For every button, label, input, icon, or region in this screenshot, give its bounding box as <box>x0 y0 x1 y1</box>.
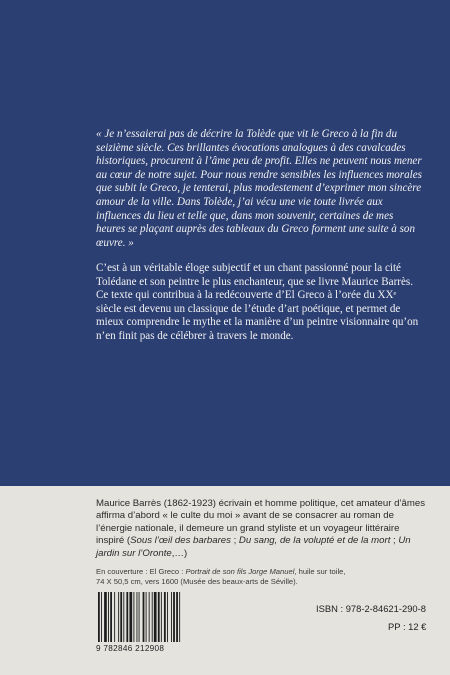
isbn-label: ISBN : 978-2-84621-290-8 <box>316 603 426 614</box>
author-bio <box>96 498 426 560</box>
bio-separator-1: ; <box>230 535 239 547</box>
barcode-icon <box>96 592 208 642</box>
bio-separator-2: ; <box>390 535 399 547</box>
info-area <box>0 486 450 675</box>
summary-paragraph: C’est à un véritable éloge subjectif et un chant passionné pour la cité Tolédane et son peintre le plus enchanteur, que se livre Maurice Barrès. Ce texte qui contribua à la redécouverte d’El Greco à l’orée du XXᵉ siècle est devenu un classique de l’étude d’art poétique, et permet de mieux comprendre le mythe et la manière d’un peintre visionnaire qu’on n’en finit pas de célébrer à travers le monde. <box>96 262 419 342</box>
price-label: PP : 12 € <box>388 621 427 632</box>
bio-title-1: Sous l’œil des barbares <box>130 535 231 547</box>
bio-title-2: Du sang, de la volupté et de la mort <box>238 535 391 547</box>
quote-paragraph: « Je n’essaierai pas de décrire la Tolède que vit le Greco à la fin du seizième siècle. Ces brillantes évocations analogues à des cavalcades historiques, procurent à l’âme peu de profit. Elles ne peuvent nous mener au cœur de notre sujet. Pour nous rendre sensibles les influences morales que subit le Greco, je tenterai, plus modestement d’exprimer mon sincère amour de la ville. Dans Tolède, j’ai vécu une vie toute livrée aux influences du lieu et telle que, dans mon souvenir, certaines de mes heures se plaçant auprès des tableaux du Greco forment une suite à son œuvre. » <box>96 128 422 249</box>
bio-text: Maurice Barrès (1862-1923) écrivain et homme politique, cet amateur d’âmes affirma d’abord « le culte du moi » avant de se consacrer au roman de l’énergie nationale, il demeure un grand styliste et un voyageur littéraire inspiré ( <box>96 498 426 547</box>
credit-rest-1: , huile sur toile, <box>294 567 346 576</box>
barcode-number: 9 782846 212908 <box>96 644 165 653</box>
bio-title-3: Un jardin sur l’Oronte <box>96 535 411 559</box>
cover-credit <box>96 567 426 587</box>
credit-prefix: En couverture : El Greco : <box>96 567 186 576</box>
bio-end: ,…) <box>171 547 188 559</box>
credit-title: Portrait de son fils Jorge Manuel <box>185 567 295 576</box>
credit-rest-2: 74 X 50,5 cm, vers 1600 (Musée des beaux-arts de Séville). <box>96 577 298 587</box>
